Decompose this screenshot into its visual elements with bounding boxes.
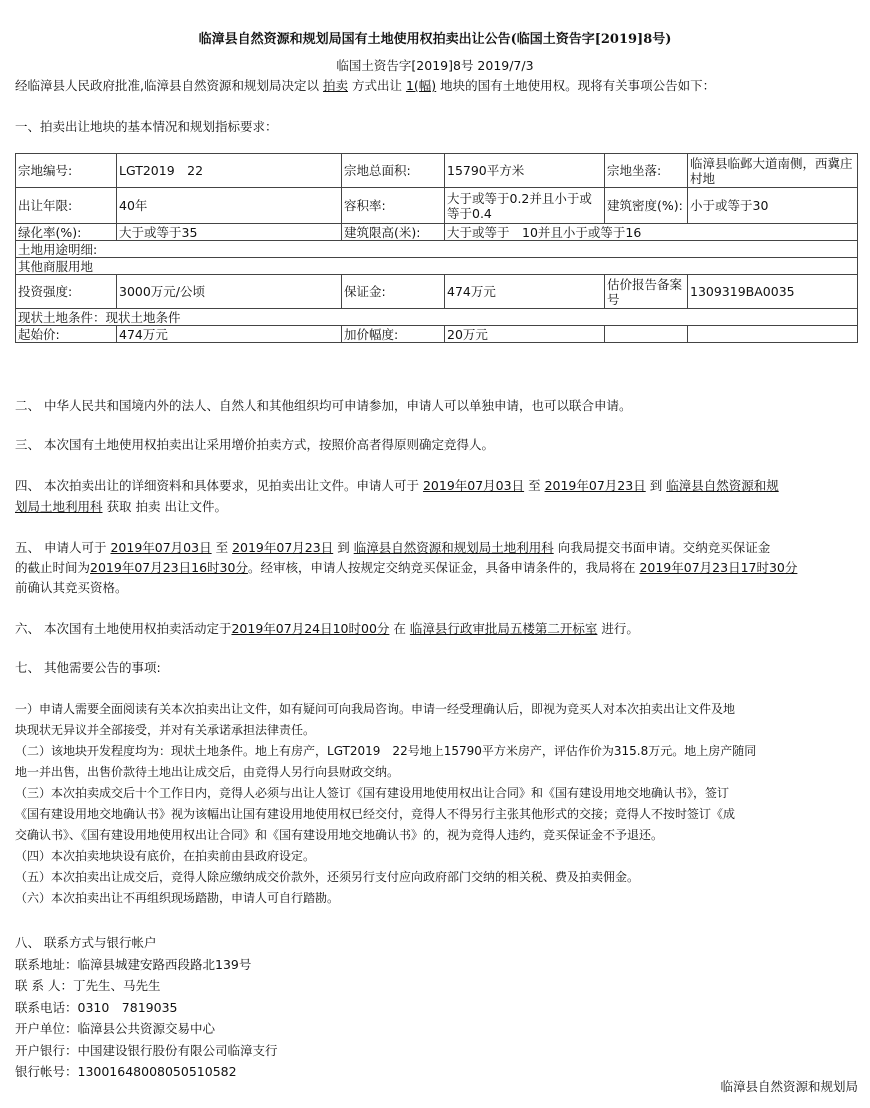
section-4-place: 划局土地利用科 [15,499,103,514]
document-number: 临国土资告字[2019]8号 2019/7/3 [336,58,534,73]
intro-count: 1(幅) [405,78,437,93]
table-cell: 投资强度: [16,275,117,309]
table-row [16,258,858,275]
issuer-signature: 临漳县自然资源和规划局 [720,1079,858,1094]
table-cell: 宗地坐落: [605,154,688,188]
intro-paragraph [15,77,715,96]
list-item: 块现状无异议并全部接受，并对有关承诺承担法律责任。 [15,723,316,737]
land-info-table [15,153,858,343]
list-item: （五）本次拍卖出让成交后，竞得人除应缴纳成交价款外，还须另行支付应向政府部门交纳的相关税、费及拍卖佣金。 [15,870,640,884]
section-5-text: 前确认其竞买资格。 [15,580,128,595]
section-4-place: 临漳县自然资源和规 [666,478,779,493]
account-bank: 开户银行：中国建设银行股份有限公司临漳支行 [15,1042,278,1058]
account-unit: 开户单位：临漳县公共资源交易中心 [15,1021,216,1036]
list-item: （四）本次拍卖地块设有底价，在拍卖前由县政府设定。 [15,849,316,863]
table-cell: 起始价: [16,326,117,343]
section-6-place: 临漳县行政审批局五楼第二开标室 [409,621,598,636]
table-cell: LGT2019 22 [117,154,342,188]
page-title: 临漳县自然资源和规划局国有土地使用权拍卖出让公告(临国土资告字[2019]8号) [198,32,672,47]
list-item: 《国有建设用地交地确认书》视为该幅出让国有建设用地使用权已经交付，竞得人不得另行主张其他形式的交接；竞得人不按时签订《成 [15,807,736,821]
table-cell: 建筑限高(米): [342,224,445,241]
table-cell: 现状土地条件：现状土地条件 [16,309,858,326]
section-3: 三、 本次国有土地使用权拍卖出让采用增价拍卖方式，按照价高者得原则确定竞得人。 [15,437,494,452]
section-4-start-date: 2019年07月03日 [422,478,525,493]
table-cell: 出让年限: [16,188,117,224]
table-row [16,309,858,326]
table-cell: 宗地编号: [16,154,117,188]
table-cell: 容积率: [342,188,445,224]
table-row [16,275,858,309]
section-7-title: 七、 其他需要公告的事项: [15,660,161,675]
table-cell: 3000万元/公顷 [117,275,342,309]
account-number: 银行帐号：13001648008050510582 [15,1064,237,1079]
list-item: 地一并出售，出售价款待土地出让成交后，由竞得人另行向县财政交纳。 [15,765,400,779]
intro-text: 经临漳县人民政府批准,临漳县自然资源和规划局决定以 [15,78,319,93]
section-5-text: 的截止时间为 [15,560,91,575]
section-5-end-date: 2019年07月23日 [232,540,334,555]
section-6-time: 2019年07月24日10时00分 [231,621,390,636]
contact-person: 联 系 人：丁先生、马先生 [15,978,161,993]
section-5-confirm-time: 2019年07月23日17时30分 [639,560,798,575]
table-row [16,154,858,188]
table-row [16,224,858,241]
contact-phone: 联系电话：0310 7819035 [15,999,178,1015]
intro-method: 拍卖 [322,78,348,93]
table-cell: 40年 [117,188,342,224]
section-6-text: 六、 本次国有土地使用权拍卖活动定于 [15,621,232,636]
table-cell: 临漳县临邺大道南侧，西冀庄村地 [688,154,858,188]
table-cell: 474万元 [117,326,342,343]
table-cell [688,326,858,343]
section-4 [15,475,860,517]
table-cell: 474万元 [445,275,605,309]
table-cell: 宗地总面积: [342,154,445,188]
table-cell: 1309319BA0035 [688,275,858,309]
table-cell: 大于或等于0.2并且小于或等于0.4 [445,188,605,224]
table-cell: 估价报告备案号 [605,275,688,309]
section-5-deadline: 2019年07月23日16时30分 [90,560,248,575]
table-cell: 建筑密度(%): [605,188,688,224]
list-item: （六）本次拍卖出让不再组织现场踏勘，申请人可自行踏勘。 [15,891,340,905]
table-cell: 小于或等于30 [688,188,858,224]
section-8 [15,932,860,1083]
section-4-text: 获取 拍卖 出让文件。 [106,499,227,514]
section-4-text: 至 [528,478,541,493]
section-7-items [15,699,860,909]
section-5-start-date: 2019年07月03日 [110,540,212,555]
list-item: 一）申请人需要全面阅读有关本次拍卖出让文件，如有疑问可向我局咨询。申请一经受理确认后，即视为竞买人对本次拍卖出让文件及地 [15,702,736,716]
list-item: （三）本次拍卖成交后十个工作日内，竞得人必须与出让人签订《国有建设用地使用权出让合同》和《国有建设用地交地确认书》，签订 [15,786,730,800]
table-cell: 绿化率(%): [16,224,117,241]
section-5-text: 至 [215,540,229,555]
contact-address: 联系地址：临漳县城建安路西段路北139号 [15,956,252,972]
table-cell: 加价幅度: [342,326,445,343]
section-6-text: 进行。 [601,621,639,636]
table-cell: 15790平方米 [445,154,605,188]
table-cell: 其他商服用地 [16,258,858,275]
section-5 [15,538,860,598]
table-cell: 土地用途明细: [16,241,858,258]
section-5-text: 五、 申请人可于 [15,540,107,555]
table-row [16,241,858,258]
section-5-text: 向我局提交书面申请。交纳竞买保证金 [557,540,771,555]
section-4-end-date: 2019年07月23日 [544,478,646,493]
section-6-text: 在 [393,621,406,636]
section-8-title: 八、 联系方式与银行帐户 [15,935,157,950]
list-item: 交确认书》、《国有建设用地使用权出让合同》和《国有建设用地交地确认书》的，视为竞得人违约，竞买保证金不予退还。 [15,828,664,842]
section-2: 二、 中华人民共和国境内外的法人、自然人和其他组织均可申请参加，申请人可以单独申请，也可以联合申请。 [15,398,632,413]
intro-text-mid: 方式出让 [351,78,402,93]
table-cell [605,326,688,343]
table-row [16,188,858,224]
section-1-title: 一、拍卖出让地块的基本情况和规划指标要求： [15,119,278,134]
section-4-text: 到 [649,478,663,493]
table-cell: 保证金: [342,275,445,309]
section-5-place: 临漳县自然资源和规划局土地利用科 [353,540,554,555]
section-5-text: 。经审核，申请人按规定交纳竞买保证金，具备申请条件的，我局将在 [247,560,636,575]
section-5-text: 到 [337,540,350,555]
table-row [16,326,858,343]
table-cell: 大于或等于 10并且小于或等于16 [445,224,858,241]
table-cell: 20万元 [445,326,605,343]
list-item: （二）该地块开发程度均为：现状土地条件。地上有房产，LGT2019 22号地上15790平方米房产，评估作价为315.8万元。地上房产随同 [15,744,757,758]
section-6 [15,620,860,639]
section-4-text: 四、 本次拍卖出让的详细资料和具体要求，见拍卖出让文件。申请人可于 [15,478,419,493]
table-cell: 大于或等于35 [117,224,342,241]
intro-text-post: 地块的国有土地使用权。现将有关事项公告如下： [440,78,716,93]
